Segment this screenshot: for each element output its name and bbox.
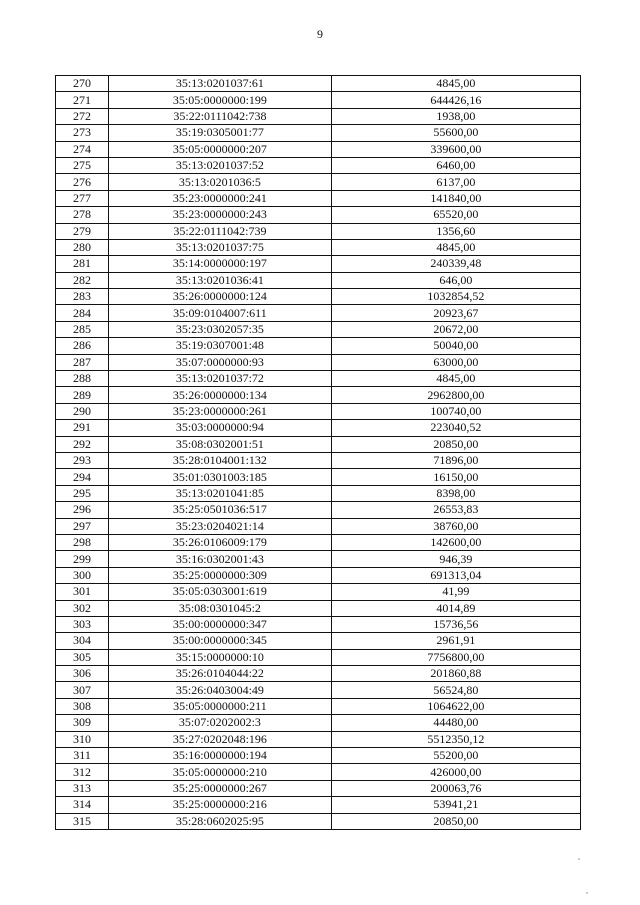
table-row [56,190,581,206]
cadastral-number-cell: 35:23:0302057:35 [109,321,332,337]
cadastral-number-cell: 35:25:0501036:517 [109,502,332,518]
row-number-cell: 296 [56,502,109,518]
value-cell: 200063,76 [331,780,580,796]
value-cell: 946,39 [331,551,580,567]
row-number-cell: 305 [56,649,109,665]
value-cell: 65520,00 [331,207,580,223]
value-cell: 15736,56 [331,616,580,632]
value-cell: 44480,00 [331,715,580,731]
row-number-cell: 271 [56,92,109,108]
row-number-cell: 300 [56,567,109,583]
cadastral-number-cell: 35:25:0000000:216 [109,797,332,813]
cadastral-number-cell: 35:05:0000000:199 [109,92,332,108]
row-number-cell: 285 [56,321,109,337]
value-cell: 38760,00 [331,518,580,534]
row-number-cell: 308 [56,698,109,714]
table-row [56,239,581,255]
table-row [56,682,581,698]
cadastral-number-cell: 35:13:0201037:72 [109,371,332,387]
cadastral-number-cell: 35:05:0000000:210 [109,764,332,780]
row-number-cell: 299 [56,551,109,567]
table-row [56,256,581,272]
value-cell: 691313,04 [331,567,580,583]
cadastral-number-cell: 35:15:0000000:10 [109,649,332,665]
table-row [56,272,581,288]
value-cell: 426000,00 [331,764,580,780]
row-number-cell: 273 [56,125,109,141]
table-row [56,76,581,92]
cadastral-number-cell: 35:03:0000000:94 [109,420,332,436]
cadastral-number-cell: 35:23:0000000:241 [109,190,332,206]
row-number-cell: 284 [56,305,109,321]
row-number-cell: 302 [56,600,109,616]
row-number-cell: 303 [56,616,109,632]
value-cell: 1032854,52 [331,289,580,305]
cadastral-number-cell: 35:25:0000000:267 [109,780,332,796]
value-cell: 50040,00 [331,338,580,354]
table-row [56,403,581,419]
row-number-cell: 298 [56,534,109,550]
value-cell: 142600,00 [331,534,580,550]
cadastral-number-cell: 35:13:0201036:5 [109,174,332,190]
value-cell: 1938,00 [331,108,580,124]
cadastral-number-cell: 35:14:0000000:197 [109,256,332,272]
row-number-cell: 304 [56,633,109,649]
cadastral-number-cell: 35:23:0000000:243 [109,207,332,223]
row-number-cell: 297 [56,518,109,534]
table-row [56,813,581,829]
cadastral-number-cell: 35:01:0301003:185 [109,469,332,485]
cadastral-number-cell: 35:22:0111042:739 [109,223,332,239]
table-row [56,731,581,747]
cadastral-number-cell: 35:27:0202048:196 [109,731,332,747]
cadastral-number-cell: 35:13:0201037:52 [109,157,332,173]
table-row [56,518,581,534]
table-row [56,141,581,157]
cadastral-number-cell: 35:00:0000000:345 [109,633,332,649]
row-number-cell: 311 [56,748,109,764]
value-cell: 20850,00 [331,813,580,829]
table-row [56,157,581,173]
value-cell: 63000,00 [331,354,580,370]
cadastral-number-cell: 35:19:0305001:77 [109,125,332,141]
table-row [56,666,581,682]
row-number-cell: 290 [56,403,109,419]
row-number-cell: 272 [56,108,109,124]
table-row [56,469,581,485]
cadastral-number-cell: 35:22:0111042:738 [109,108,332,124]
table-row [56,584,581,600]
cadastral-number-cell: 35:08:0302001:51 [109,436,332,452]
table-row [56,633,581,649]
table-row [56,616,581,632]
row-number-cell: 270 [56,76,109,92]
table-row [56,223,581,239]
cadastral-number-cell: 35:13:0201037:75 [109,239,332,255]
cadastral-number-cell: 35:05:0000000:211 [109,698,332,714]
table-row [56,387,581,403]
row-number-cell: 274 [56,141,109,157]
page-number: 9 [317,27,323,41]
table-row [56,125,581,141]
table-row [56,207,581,223]
table-row [56,436,581,452]
row-number-cell: 310 [56,731,109,747]
cadastral-number-cell: 35:23:0000000:261 [109,403,332,419]
table-row [56,289,581,305]
cadastral-number-cell: 35:05:0000000:207 [109,141,332,157]
cadastral-number-cell: 35:26:0106009:179 [109,534,332,550]
table-row [56,92,581,108]
registry-table [55,75,581,830]
table-row [56,305,581,321]
value-cell: 644426,16 [331,92,580,108]
value-cell: 8398,00 [331,485,580,501]
value-cell: 2961,91 [331,633,580,649]
scan-speck [578,858,580,860]
row-number-cell: 275 [56,157,109,173]
value-cell: 4014,89 [331,600,580,616]
table-row [56,502,581,518]
row-number-cell: 280 [56,239,109,255]
value-cell: 55200,00 [331,748,580,764]
cadastral-number-cell: 35:13:0201041:85 [109,485,332,501]
value-cell: 339600,00 [331,141,580,157]
table-row [56,567,581,583]
scan-speck [586,892,588,894]
value-cell: 41,99 [331,584,580,600]
row-number-cell: 287 [56,354,109,370]
value-cell: 6460,00 [331,157,580,173]
table-row [56,748,581,764]
value-cell: 71896,00 [331,452,580,468]
cadastral-number-cell: 35:26:0000000:134 [109,387,332,403]
value-cell: 26553,83 [331,502,580,518]
value-cell: 100740,00 [331,403,580,419]
value-cell: 201860,88 [331,666,580,682]
cadastral-number-cell: 35:00:0000000:347 [109,616,332,632]
row-number-cell: 301 [56,584,109,600]
cadastral-number-cell: 35:23:0204021:14 [109,518,332,534]
cadastral-number-cell: 35:26:0403004:49 [109,682,332,698]
row-number-cell: 281 [56,256,109,272]
cadastral-number-cell: 35:28:0602025:95 [109,813,332,829]
row-number-cell: 314 [56,797,109,813]
value-cell: 7756800,00 [331,649,580,665]
row-number-cell: 313 [56,780,109,796]
table-body [56,76,581,830]
cadastral-number-cell: 35:08:0301045:2 [109,600,332,616]
table-row [56,600,581,616]
value-cell: 55600,00 [331,125,580,141]
table-row [56,452,581,468]
table-row [56,174,581,190]
row-number-cell: 277 [56,190,109,206]
value-cell: 20672,00 [331,321,580,337]
row-number-cell: 307 [56,682,109,698]
row-number-cell: 293 [56,452,109,468]
table-row [56,551,581,567]
value-cell: 20923,67 [331,305,580,321]
table-row [56,649,581,665]
row-number-cell: 279 [56,223,109,239]
row-number-cell: 315 [56,813,109,829]
cadastral-number-cell: 35:16:0000000:194 [109,748,332,764]
cadastral-number-cell: 35:19:0307001:48 [109,338,332,354]
value-cell: 53941,21 [331,797,580,813]
cadastral-number-cell: 35:26:0104044:22 [109,666,332,682]
value-cell: 223040,52 [331,420,580,436]
value-cell: 1356,60 [331,223,580,239]
cadastral-number-cell: 35:16:0302001:43 [109,551,332,567]
value-cell: 56524,80 [331,682,580,698]
value-cell: 4845,00 [331,76,580,92]
row-number-cell: 294 [56,469,109,485]
row-number-cell: 289 [56,387,109,403]
table-row [56,338,581,354]
row-number-cell: 288 [56,371,109,387]
row-number-cell: 306 [56,666,109,682]
row-number-cell: 295 [56,485,109,501]
cadastral-number-cell: 35:07:0000000:93 [109,354,332,370]
cadastral-number-cell: 35:28:0104001:132 [109,452,332,468]
table-row [56,780,581,796]
value-cell: 4845,00 [331,239,580,255]
table-row [56,764,581,780]
value-cell: 16150,00 [331,469,580,485]
cadastral-number-cell: 35:07:0202002:3 [109,715,332,731]
table-row [56,108,581,124]
table-row [56,321,581,337]
row-number-cell: 286 [56,338,109,354]
row-number-cell: 282 [56,272,109,288]
value-cell: 1064622,00 [331,698,580,714]
table-row [56,715,581,731]
row-number-cell: 292 [56,436,109,452]
cadastral-number-cell: 35:25:0000000:309 [109,567,332,583]
value-cell: 20850,00 [331,436,580,452]
cadastral-number-cell: 35:05:0303001:619 [109,584,332,600]
table-row [56,797,581,813]
cadastral-number-cell: 35:13:0201037:61 [109,76,332,92]
row-number-cell: 283 [56,289,109,305]
table-row [56,534,581,550]
value-cell: 2962800,00 [331,387,580,403]
table-row [56,698,581,714]
value-cell: 6137,00 [331,174,580,190]
row-number-cell: 291 [56,420,109,436]
table-row [56,485,581,501]
table-row [56,354,581,370]
row-number-cell: 276 [56,174,109,190]
row-number-cell: 278 [56,207,109,223]
value-cell: 5512350,12 [331,731,580,747]
cadastral-number-cell: 35:09:0104007:611 [109,305,332,321]
row-number-cell: 309 [56,715,109,731]
value-cell: 646,00 [331,272,580,288]
value-cell: 240339,48 [331,256,580,272]
row-number-cell: 312 [56,764,109,780]
value-cell: 141840,00 [331,190,580,206]
table-row [56,420,581,436]
table-row [56,371,581,387]
cadastral-number-cell: 35:26:0000000:124 [109,289,332,305]
cadastral-number-cell: 35:13:0201036:41 [109,272,332,288]
value-cell: 4845,00 [331,371,580,387]
